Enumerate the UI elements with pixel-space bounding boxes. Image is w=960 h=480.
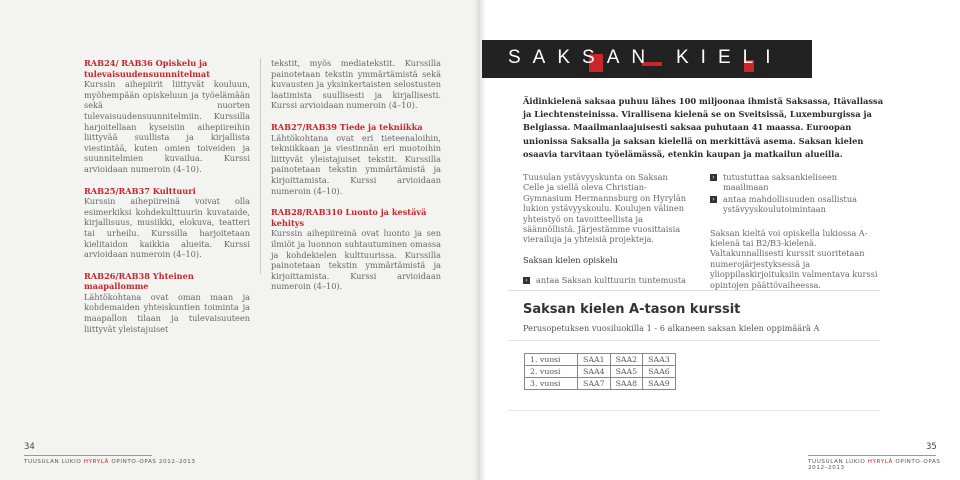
bullet-item — [523, 275, 691, 285]
course-cell: SAA3 — [643, 354, 676, 366]
page-number-left: 34 — [24, 442, 35, 452]
course-text: Kurssin aihepiireinä voivat olla esimerkiksi kohdekulttuurin kuvataide, kirjallisuus, musiikki, elokuva, teatteri tai urheilu. Kurssilla harjoitetaan kielitaidon kaikkia alueita. Kurssi arvioidaan numeroin (4–10). — [84, 196, 250, 260]
banner-word-kieli: KIELI — [676, 47, 783, 68]
arrow-icon: › — [710, 174, 717, 181]
course-heading: RAB24/ RAB36 Opiskelu ja tulevaisuudensuunnitelmat — [84, 58, 211, 79]
course-cell: SAA8 — [610, 378, 643, 390]
page-number-right: 35 — [926, 442, 937, 452]
course-text: Kurssin aihepiireinä ovat luonto ja sen ilmiöt ja luonnon suhtautuminen omassa ja kohdekielen kulttuurissa. Kurssilla painotetaan tekstin ymmärtämistä ja kirjoittamista. Kurssi arvioidaan numeroin (4–10). — [271, 228, 441, 292]
a-level-title: Saksan kielen A-tason kurssit — [523, 302, 741, 317]
table-row — [525, 378, 676, 390]
course-cell: SAA7 — [578, 378, 611, 390]
arrow-icon: › — [710, 196, 717, 203]
table-row — [525, 366, 676, 378]
table-row — [525, 354, 676, 366]
course-heading: RAB28/RAB310 Luonto ja kestävä kehitys — [271, 207, 427, 228]
course-cell: SAA4 — [578, 366, 611, 378]
footer-left — [24, 459, 196, 465]
right-column-4 — [710, 172, 880, 290]
title-banner — [482, 40, 802, 78]
footer-school-red: HYRYLÄ — [867, 459, 893, 465]
footer-guide: OPINTO-OPAS 2012–2013 — [808, 459, 941, 471]
course-cell: SAA9 — [643, 378, 676, 390]
course-cell: SAA2 — [610, 354, 643, 366]
footer-right — [808, 459, 960, 471]
course-text: Kurssin aihepiirit liittyvät kouluun, myöhempään opiskeluun ja työelämään sekä nuorten tulevaisuudensuunnitelmiin. Kurssilla harjoitellaan kyseisiin aihepiireihin liittyvää suullista ja kirjallista viestintää, kuten omien toiveiden ja suunnitelmien kuvailua. Kurssi arvioidaan numeroin (4–10). — [84, 79, 250, 174]
course-heading: RAB26/RAB38 Yhteinen maapallomme — [84, 270, 194, 292]
left-column-1 — [84, 58, 250, 345]
friendship-text: Tuusulan ystävyyskunta on Saksan Celle ja siellä oleva Christian-Gymnasium Hermannsburg on Hyrylän lukion ystävyyskoulu. Koulujen välinen yhteistyö on tavoitteellista ja säännöllistä. Järjestämme vuosittaisia vierailuja ja yhteisiä projekteja. — [523, 172, 686, 245]
study-subhead: Saksan kielen opiskelu — [523, 254, 618, 265]
footer-rule-right — [808, 455, 936, 456]
study-options-text: Saksan kieltä voi opiskella lukiossa A-kielenä tai B2/B3-kielenä. Valtakunnallisesti kurssit suoritetaan numerojärjestyksessä ja ylioppilaskirjoituksiin valmentava kurssi opintojen päättövaiheessa. — [710, 227, 878, 290]
footer-school: TUUSULAN LUKIO — [24, 459, 82, 465]
divider — [508, 340, 880, 341]
course-section — [84, 58, 250, 175]
year-cell: 1. vuosi — [525, 354, 578, 366]
year-cell: 2. vuosi — [525, 366, 578, 378]
bullet-text: antaa mahdollisuuden osallistua ystävyyskoulutoimintaan — [723, 193, 857, 215]
banner-word-saksan: SAKSAN — [508, 47, 658, 68]
year-cell: 3. vuosi — [525, 378, 578, 390]
right-column-3 — [523, 172, 691, 287]
arrow-icon: › — [523, 277, 530, 284]
course-section — [84, 186, 250, 260]
course-text: tekstit, myös mediatekstit. Kurssilla painotetaan tekstin ymmärtämistä sekä kuvausten ja yksinkertaisten selostusten laatimista suullisesti ja kirjallisesti. Kurssi arvioidaan numeroin (4–10). — [271, 58, 441, 111]
column-divider — [260, 58, 261, 274]
footer-school: TUUSULAN LUKIO — [808, 459, 866, 465]
course-section — [271, 58, 441, 111]
course-heading: RAB27/RAB39 Tiede ja tekniikka — [271, 121, 423, 132]
course-cell: SAA6 — [643, 366, 676, 378]
footer-school-red: HYRYLÄ — [83, 459, 109, 465]
course-text: Lähtökohtana ovat eri tieteenaloihin, tekniikkaan ja viestinnän eri muotoihin liittyvät yleistajuiset tekstit. Kurssilla painotetaan tekstin ymmärtämistä ja kirjoittamista. Kurssi arvioidaan numeroin (4–10). — [271, 132, 441, 196]
course-cell: SAA1 — [578, 354, 611, 366]
bullet-item — [710, 172, 880, 193]
footer-guide: OPINTO-OPAS 2012–2013 — [111, 459, 196, 465]
course-table — [524, 353, 676, 390]
bullet-text: antaa Saksan kulttuurin tuntemusta — [536, 275, 686, 286]
bullet-text: tutustuttaa saksankieliseen maailmaan — [723, 172, 838, 193]
bullet-item — [710, 194, 880, 215]
course-section — [84, 271, 250, 335]
a-level-subtitle: Perusopetuksen vuosiluokilla 1 - 6 alkaneen saksan kielen oppimäärä A — [523, 323, 820, 333]
divider — [508, 410, 880, 411]
left-column-2 — [271, 58, 441, 303]
lead-paragraph: Äidinkielenä saksaa puhuu lähes 100 miljoonaa ihmistä Saksassa, Itävallassa ja Liechtensteinissa. Virallisena kielenä se on Sveitsissä, Luxemburgissa ja Belgiassa. Maailmanlaajuisesti saksaa puhutaan 41 maassa. Euroopan unionissa Saksalla ja saksan kielellä on merkittävä asema. Saksan kielen osaavia tarvitaan työelämässä, etenkin kaupan ja matkailun alueilla. — [523, 96, 884, 159]
footer-rule-left — [24, 455, 152, 456]
course-section — [271, 207, 441, 292]
course-text: Lähtökohtana ovat oman maan ja kohdemaiden yhteiskuntien toiminta ja maapallon tilaan ja tulevaisuuteen liittyvät yleistajuiset — [84, 291, 250, 334]
divider — [508, 290, 880, 291]
course-cell: SAA5 — [610, 366, 643, 378]
course-section — [271, 122, 441, 196]
course-heading: RAB25/RAB37 Kulttuuri — [84, 185, 196, 196]
